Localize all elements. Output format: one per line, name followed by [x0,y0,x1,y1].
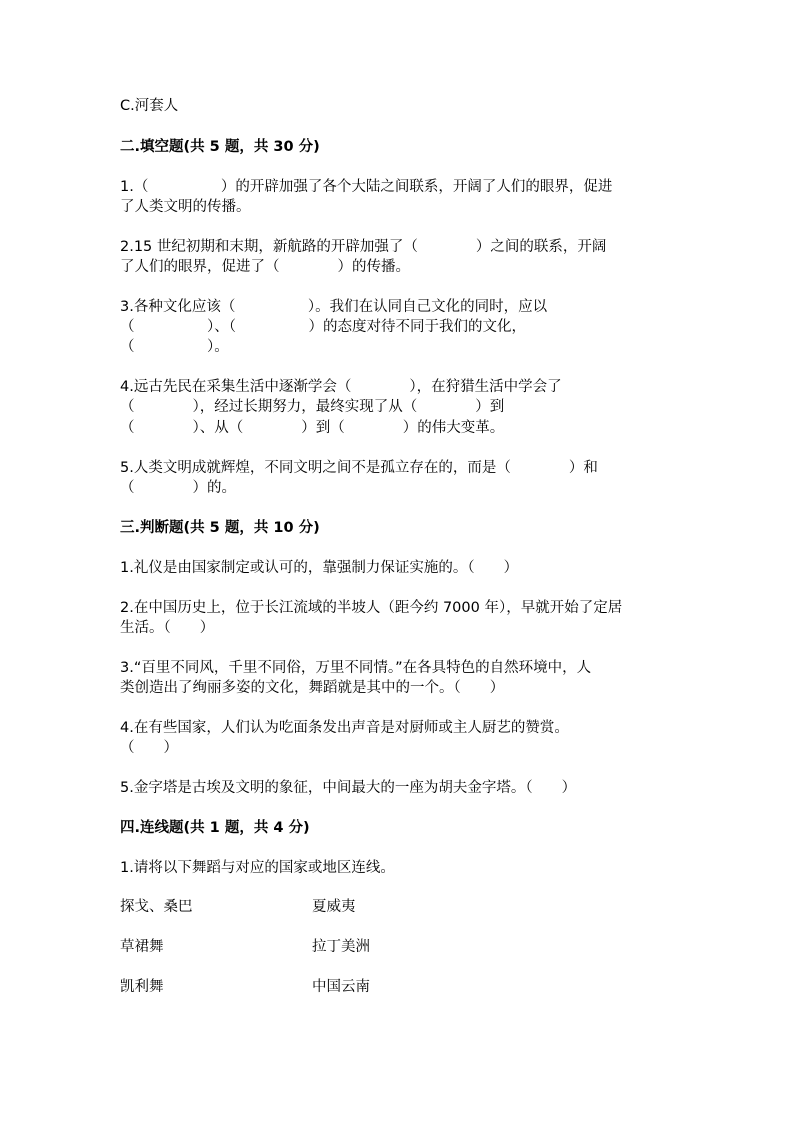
fill-q5-line2: （ ）的。 [120,480,236,496]
option-c: C.河套人 [120,98,179,114]
fill-q4-line1: 4.远古先民在采集生活中逐渐学会（ ），在狩猎生活中学会了 [120,379,562,395]
match-right-item: 夏威夷 [312,899,356,915]
judge-q3-line2: 类创造出了绚丽多姿的文化，舞蹈就是其中的一个。（ ） [120,680,505,696]
fill-q3-line2: （ ）、（ ）的态度对待不同于我们的文化， [120,319,526,335]
fill-q1-line2: 了人类文明的传播。 [120,199,251,215]
fill-q3-line1: 3.各种文化应该（ ）。我们在认同自己文化的同时，应以 [120,299,548,315]
judge-q3-line1: 3.“百里不同风，千里不同俗，万里不同情。”在各具特色的自然环境中，人 [120,660,592,676]
judge-q1: 1.礼仪是由国家制定或认可的，靠强制力保证实施的。（ ） [120,560,519,576]
match-left-item: 凯利舞 [120,979,164,995]
fill-q3-line3: （ ）。 [120,339,229,355]
match-right-item: 拉丁美洲 [312,939,370,955]
match-left-item: 草裙舞 [120,939,164,955]
judge-q2-line1: 2.在中国历史上，位于长江流域的半坡人（距今约 7000 年），早就开始了定居 [120,600,623,616]
section-heading-matching: 四.连线题(共 1 题，共 4 分) [120,820,310,836]
fill-q4-line2: （ ），经过长期努力，最终实现了从（ ）到 [120,399,505,415]
judge-q2-line2: 生活。（ ） [120,620,215,636]
fill-q4-line3: （ ）、从（ ）到（ ）的伟大变革。 [120,420,505,436]
judge-q4-line2: （ ） [120,740,178,756]
fill-q2-line1: 2.15 世纪初期和末期，新航路的开辟加强了（ ）之间的联系，开阔 [120,239,607,255]
section-heading-judgment: 三.判断题(共 5 题，共 10 分) [120,520,320,536]
fill-q1-line1: 1.（ ）的开辟加强了各个大陆之间联系，开阔了人们的眼界，促进 [120,179,613,195]
section-heading-fill-blank: 二.填空题(共 5 题，共 30 分) [120,139,320,155]
match-left-item: 探戈、桑巴 [120,899,193,915]
match-right-item: 中国云南 [312,979,370,995]
judge-q5: 5.金字塔是古埃及文明的象征，中间最大的一座为胡夫金字塔。（ ） [120,780,577,796]
fill-q2-line2: 了人们的眼界，促进了（ ）的传播。 [120,259,410,275]
match-instruction: 1.请将以下舞蹈与对应的国家或地区连线。 [120,860,395,876]
fill-q5-line1: 5.人类文明成就辉煌，不同文明之间不是孤立存在的，而是（ ）和 [120,460,598,476]
judge-q4-line1: 4.在有些国家，人们认为吃面条发出声音是对厨师或主人厨艺的赞赏。 [120,720,569,736]
